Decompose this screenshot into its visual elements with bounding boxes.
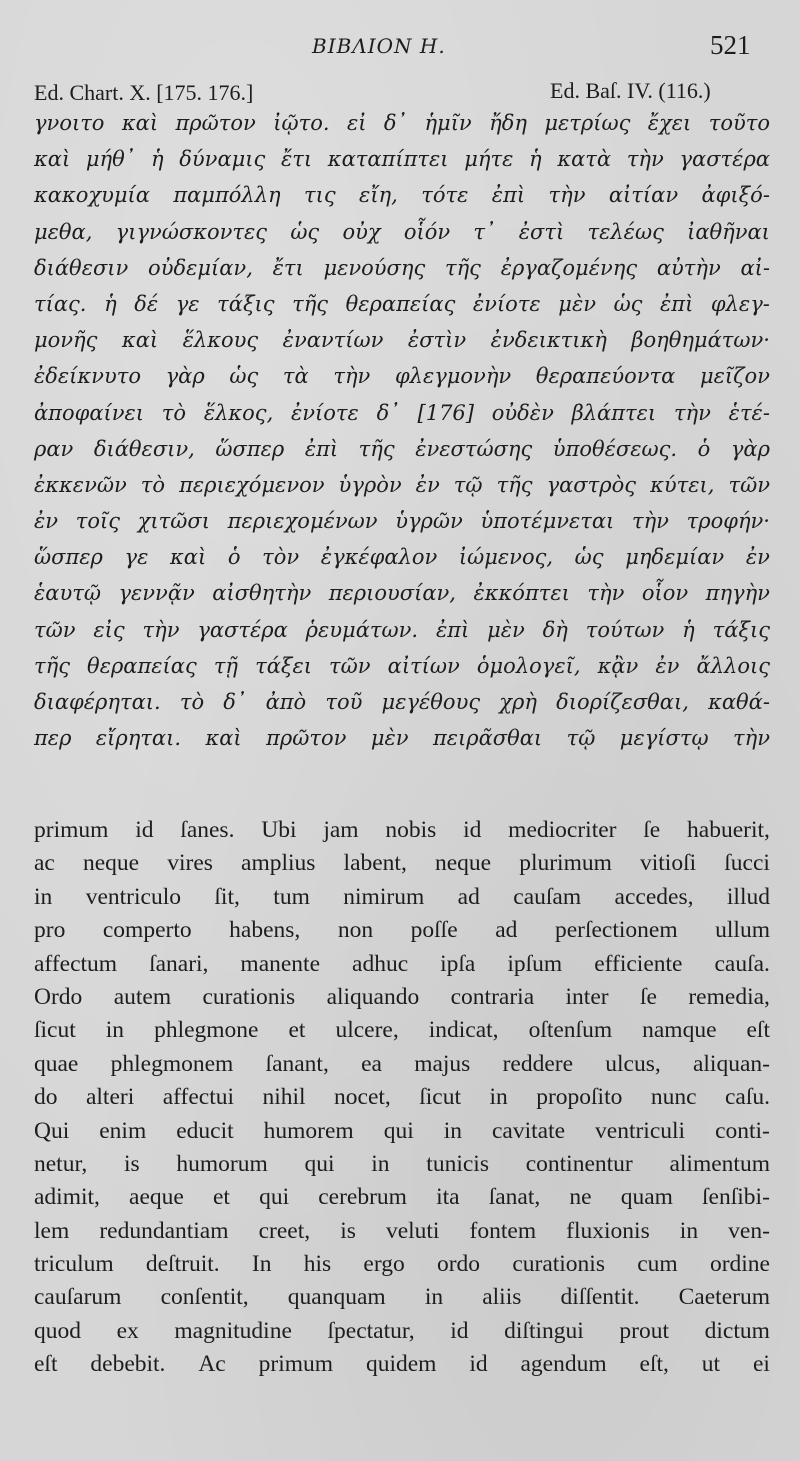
latin-text-line: do alteri affectui nihil nocet, ſicut in propoſito nunc caſu. [34, 1084, 770, 1111]
greek-text-line: ὥσπερ γε καὶ ὁ τὸν ἐγκέφαλον ἰώμενος, ὡς μηδεμίαν ἐν [34, 545, 770, 570]
greek-text-line: καὶ μήθ᾽ ἡ δύναμις ἔτι καταπίπτει μήτε ἡ κατὰ τὴν γαστέρα [34, 147, 770, 172]
greek-text-line: μονῆς καὶ ἕλκους ἐναντίων ἐστὶν ἐνδεικτικὴ βοηθημάτων· [34, 328, 770, 353]
latin-text-line: ac neque vires amplius labent, neque plurimum vitioſi ſucci [34, 850, 770, 877]
latin-text-line: eſt debebit. Ac primum quidem id agendum eſt, ut ei [34, 1351, 770, 1378]
greek-text-line: ἀποφαίνει τὸ ἕλκος, ἐνίοτε δ᾽ [176] οὐδὲν βλάπτει τὴν ἑτέ- [34, 400, 770, 425]
greek-text-line: τίας. ἡ δέ γε τάξις τῆς θεραπείας ἐνίοτε μὲν ὡς ἐπὶ φλεγ- [34, 291, 770, 316]
latin-text-line: in ventriculo ſit, tum nimirum ad cauſam accedes, illud [34, 883, 770, 910]
book-title: BIBΛΙΟΝ Η. [312, 34, 446, 58]
greek-text-block [34, 105, 770, 756]
greek-text-line: τῆς θεραπείας τῇ τάξει τῶν αἰτίων ὁμολογεῖ, κᾂν ἐν ἄλλοις [34, 653, 770, 678]
chartier-edition-reference: Ed. Chart. X. [175. 176.] [34, 80, 254, 105]
greek-text-line: διαφέρηται. τὸ δ᾽ ἀπὸ τοῦ μεγέθους χρὴ διορίζεσθαι, καθά- [34, 690, 770, 714]
running-head [0, 30, 800, 62]
greek-text-line: μεθα, γιγνώσκοντες ὡς οὐχ οἷόν τ᾽ ἐστὶ τελέως ἰαθῆναι [34, 219, 770, 244]
latin-text-line: pro comperto habens, non poſſe ad perſectionem ullum [34, 917, 770, 944]
greek-text-line: ραν διάθεσιν, ὥσπερ ἐπὶ τῆς ἐνεστώσης ὑποθέσεως. ὁ γὰρ [34, 436, 770, 461]
latin-text-line: ſicut in phlegmone et ulcere, indicat, oſtenſum namque eſt [34, 1017, 770, 1044]
greek-text-line: γνοιτο καὶ πρῶτον ἰῷτο. εἰ δ᾽ ἡμῖν ἤδη μετρίως ἔχει τοῦτο [34, 111, 770, 135]
latin-text-line: primum id ſanes. Ubi jam nobis id mediocriter ſe habuerit, [34, 817, 770, 843]
latin-text-line: cauſarum conſentit, quanquam in aliis diſſentit. Caeterum [34, 1284, 770, 1311]
latin-text-line: adimit, aeque et qui cerebrum ita ſanat, ne quam ſenſibi- [34, 1184, 770, 1211]
latin-text-line: netur, is humorum qui in tunicis continentur alimentum [34, 1150, 770, 1177]
greek-text-line: τῶν εἰς τὴν γαστέρα ῥευμάτων. ἐπὶ μὲν δὴ τούτων ἡ τάξις [34, 617, 770, 642]
latin-text-line: Ordo autem curationis aliquando contraria inter ſe remedia, [34, 983, 770, 1010]
greek-text-line: ἐδείκνυτο γὰρ ὡς τὰ τὴν φλεγμονὴν θεραπεύοντα μεῖζον [34, 364, 770, 389]
greek-text-line: διάθεσιν οὐδεμίαν, ἔτι μενούσης τῆς ἐργαζομένης αὐτὴν αἰ- [34, 255, 770, 280]
greek-text-line: κακοχυμία παμπόλλη τις εἴη, τότε ἐπὶ τὴν αἰτίαν ἀφιξό- [34, 183, 770, 208]
latin-text-line: quod ex magnitudine ſpectatur, id diſtingui prout dictum [34, 1317, 770, 1344]
basel-edition-reference: Ed. Baſ. IV. (116.) [550, 78, 711, 103]
latin-text-line: Qui enim educit humorem qui in cavitate ventriculi conti- [34, 1117, 770, 1144]
greek-text-line: ἐν τοῖς χιτῶσι περιεχομένων ὑγρῶν ὑποτέμνεται τὴν τροφήν· [34, 509, 770, 534]
greek-text-line: ἑαυτῷ γεννᾷν αἰσθητὴν περιουσίαν, ἐκκόπτει τὴν οἷον πηγὴν [34, 581, 770, 606]
page-number: 521 [710, 30, 751, 60]
greek-text-line: περ εἴρηται. καὶ πρῶτον μὲν πειρᾶσθαι τῷ μεγίστῳ τὴν [34, 726, 770, 751]
latin-text-line: quae phlegmonem ſanant, ea majus reddere ulcus, aliquan- [34, 1050, 770, 1077]
latin-text-line: lem redundantiam creet, is veluti fontem fluxionis in ven- [34, 1217, 770, 1244]
latin-text-line: affectum ſanari, manente adhuc ipſa ipſum efficiente cauſa. [34, 950, 770, 977]
edition-references [0, 78, 800, 108]
latin-translation-block [34, 814, 770, 1382]
greek-text-line: ἐκκενῶν τὸ περιεχόμενον ὑγρὸν ἐν τῷ τῆς γαστρὸς κύτει, τῶν [34, 472, 770, 497]
latin-text-line: triculum deſtruit. In his ergo ordo curationis cum ordine [34, 1251, 770, 1278]
